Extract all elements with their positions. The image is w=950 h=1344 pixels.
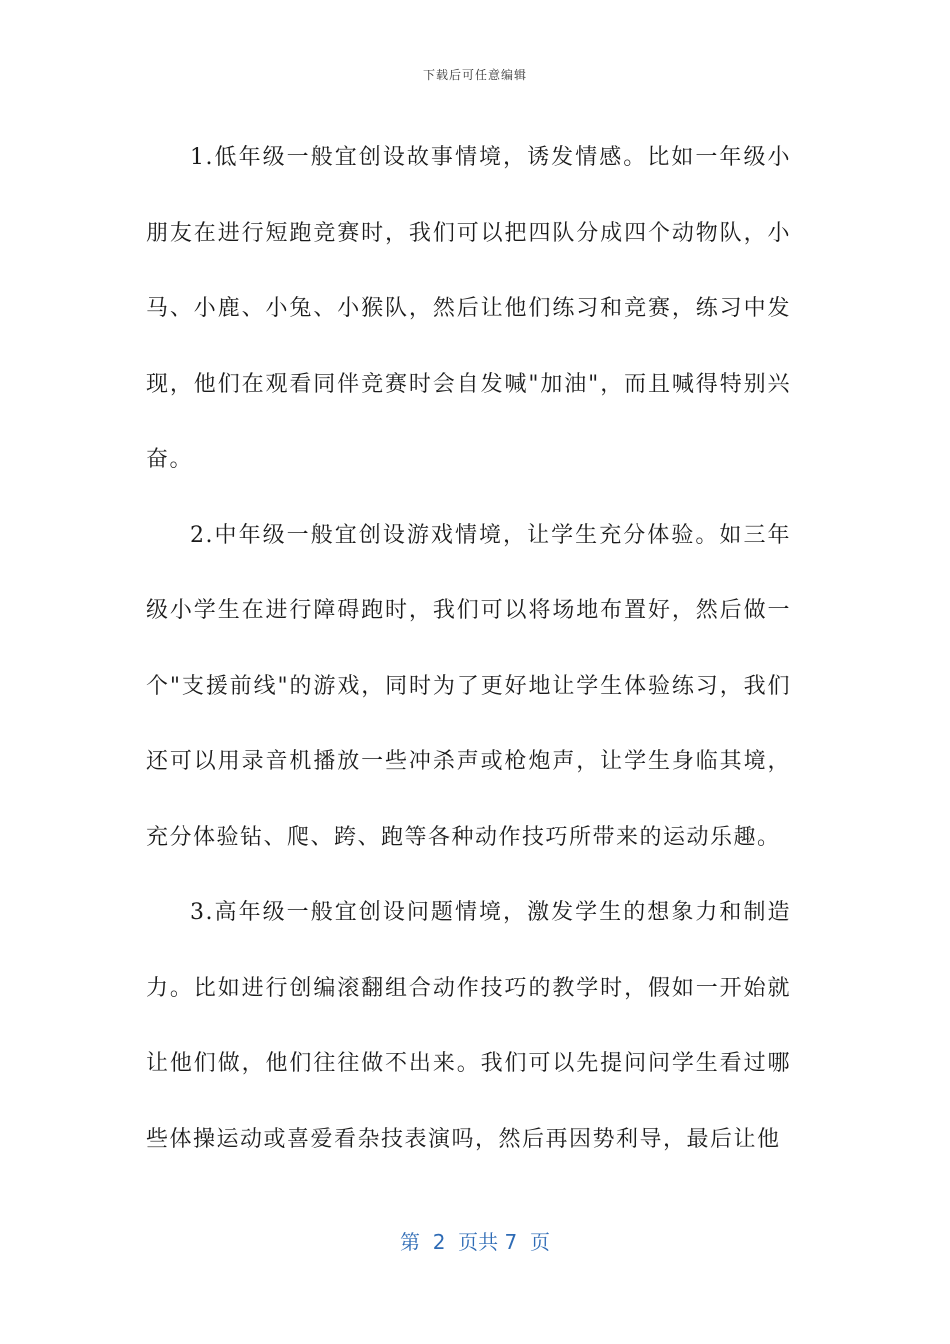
paragraph-story-situation: 1.低年级一般宜创设故事情境，诱发情感。比如一年级小朋友在进行短跑竞赛时，我们可以把四队分成四个动物队，小马、小鹿、小兔、小猴队，然后让他们练习和竞赛，练习中发现，他们在观看同伴竞赛时会自发喊"加油"，而且喊得特别兴奋。 — [146, 145, 791, 472]
paragraph-game-situation: 2.中年级一般宜创设游戏情境，让学生充分体验。如三年级小学生在进行障碍跑时，我们可以将场地布置好，然后做一个"支援前线"的游戏，同时为了更好地让学生体验练习，我们还可以用录音机播放一些冲杀声或枪炮声，让学生身临其境，充分体验钻、爬、跨、跑等各种动作技巧所带来的运动乐趣。 — [146, 522, 791, 850]
paragraph-problem-situation: 3.高年级一般宜创设问题情境，激发学生的想象力和制造力。比如进行创编滚翻组合动作技巧的教学时，假如一开始就让他们做，他们往往做不出来。我们可以先提问问学生看过哪些体操运动或喜爱看杂技表演吗，然后再因势利导，最后让他 — [146, 900, 791, 1152]
page-number-footer: 第 2 页共 7 页 — [400, 1230, 550, 1254]
page-header: 下载后可任意编辑 — [422, 68, 527, 82]
document-body — [146, 120, 791, 1177]
